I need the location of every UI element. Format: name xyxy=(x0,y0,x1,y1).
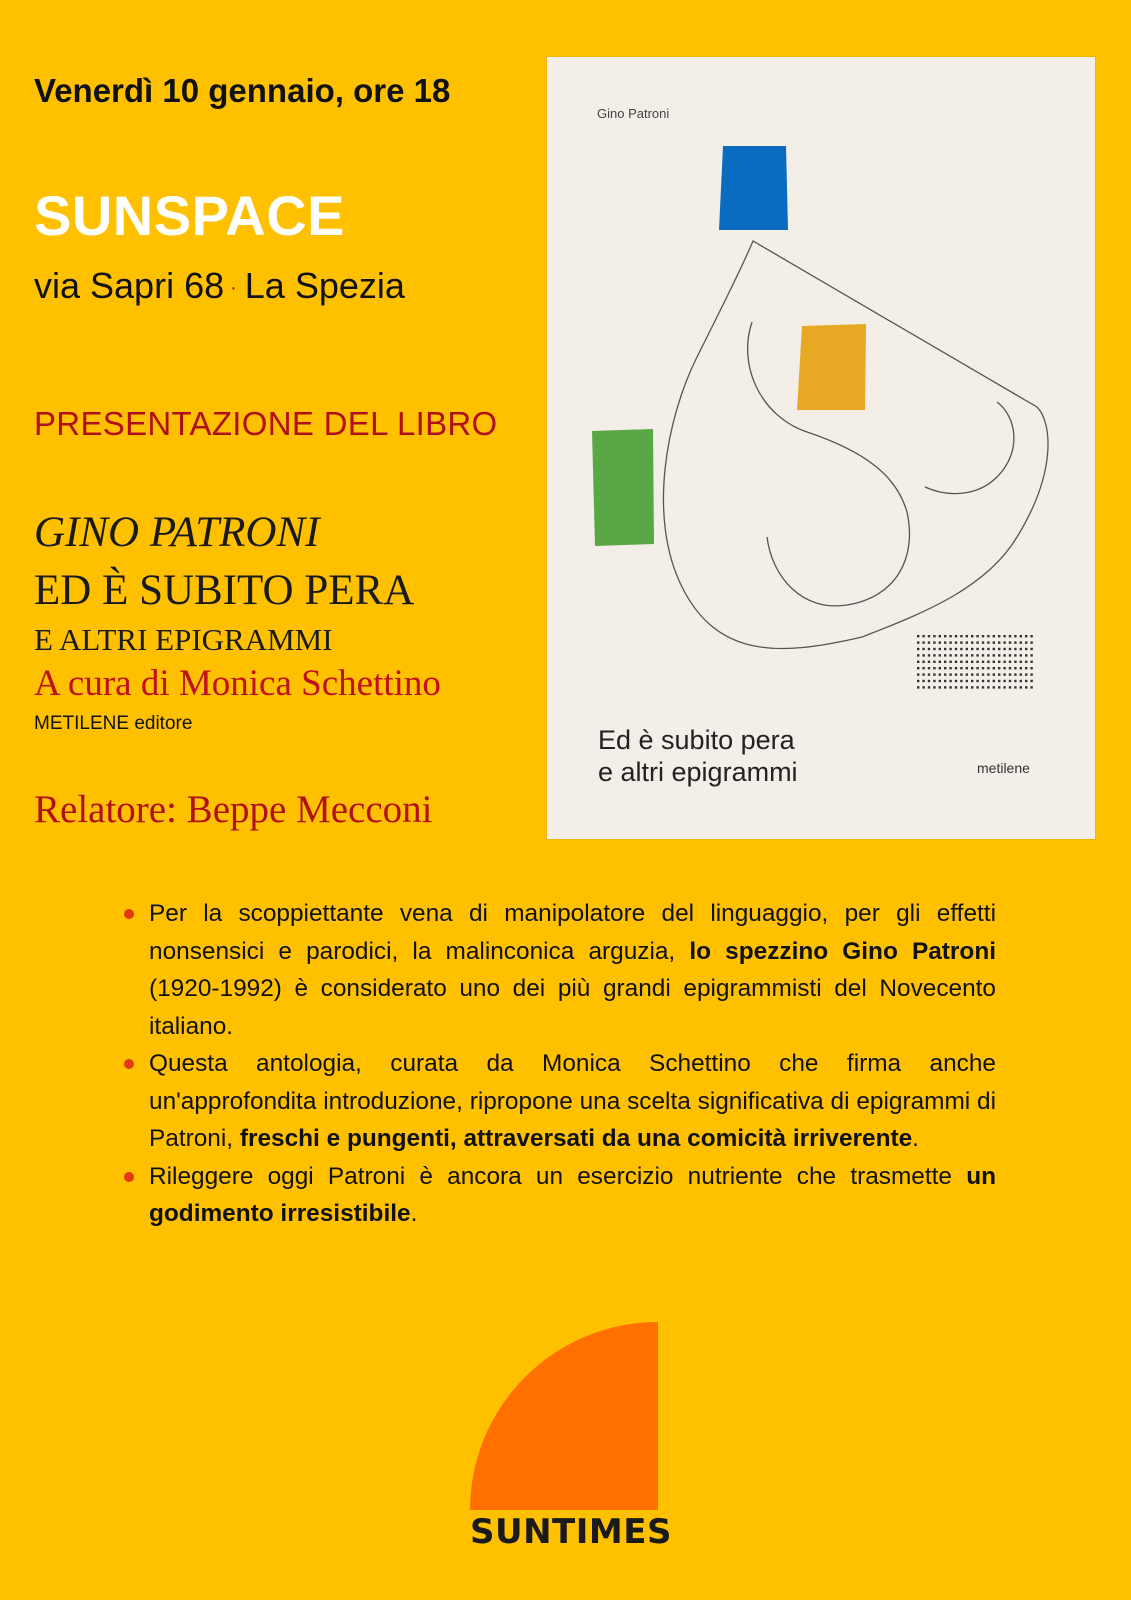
cover-dot-grid xyxy=(917,635,1033,689)
bullet-text: . xyxy=(912,1125,919,1152)
cover-block-green xyxy=(592,429,654,546)
book-publisher xyxy=(34,713,192,735)
bullet-emphasis: freschi e pungenti, attraversati da una comicità irriverente xyxy=(239,1125,913,1152)
publisher-suffix: editore xyxy=(134,713,193,734)
book-cover xyxy=(547,57,1095,839)
book-subtitle: E ALTRI EPIGRAMMI xyxy=(34,622,333,657)
speaker: Relatore: Beppe Mecconi xyxy=(34,788,433,831)
cover-line-curl xyxy=(925,402,1014,494)
cover-publisher: metilene xyxy=(977,760,1030,776)
bullet-text: Rileggere oggi Patroni è ancora un esercizio nutriente che trasmette xyxy=(149,1162,967,1190)
sun-quarter-icon xyxy=(470,1322,658,1510)
address-street: via Sapri 68 xyxy=(34,265,225,306)
bullet-dot-icon xyxy=(124,909,134,919)
bullet-emphasis: lo spezzino Gino Patroni xyxy=(689,937,996,965)
bullet-emphasis: un godimento irresistibile xyxy=(149,1162,996,1227)
book-title: ED È SUBITO PERA xyxy=(34,567,415,614)
book-author: GINO PATRONI xyxy=(34,509,320,556)
cover-title xyxy=(598,724,798,788)
bullet-text: Questa antologia, curata da Monica Schettino che firma anche un'approfondita introduzione, ripropone una scelta significativa di epigrammi di Patroni, xyxy=(149,1050,996,1152)
venue-name: SUNSPACE xyxy=(34,184,346,247)
cover-title-line1: Ed è subito pera xyxy=(598,725,795,755)
cover-title-line2: e altri epigrammi xyxy=(598,757,798,787)
bullet-dot-icon xyxy=(124,1059,134,1069)
publisher-name: METILENE xyxy=(34,713,130,734)
cover-block-orange xyxy=(797,324,866,410)
event-date: Venerdì 10 gennaio, ore 18 xyxy=(34,72,451,109)
bullet-text: Per la scoppiettante vena di manipolatore del linguaggio, per gli effetti nonsensici e parodici, la malinconica arguzia, xyxy=(149,900,996,965)
bullet-item xyxy=(120,1158,996,1233)
presentation-label: PRESENTAZIONE DEL LIBRO xyxy=(34,405,498,442)
bullet-dot-icon xyxy=(124,1172,134,1182)
suntimes-logo-text: SUNTIMES xyxy=(470,1512,672,1552)
address-separator: · xyxy=(230,276,237,299)
cover-line-pear xyxy=(663,241,1048,649)
cover-block-blue xyxy=(719,146,788,230)
bullet-text: . xyxy=(410,1200,418,1227)
suntimes-logo-mark xyxy=(470,1322,660,1542)
bullet-text: (1920-1992) è considerato uno dei più grandi epigrammisti del Novecento italiano. xyxy=(149,975,996,1040)
description-list xyxy=(120,895,996,1233)
cover-artwork xyxy=(547,57,1095,839)
bullet-item xyxy=(120,895,996,1045)
book-curator: A cura di Monica Schettino xyxy=(34,663,441,704)
venue-address xyxy=(34,265,405,307)
bullet-item xyxy=(120,1045,996,1158)
address-city: La Spezia xyxy=(244,265,405,306)
cover-author: Gino Patroni xyxy=(597,106,670,121)
